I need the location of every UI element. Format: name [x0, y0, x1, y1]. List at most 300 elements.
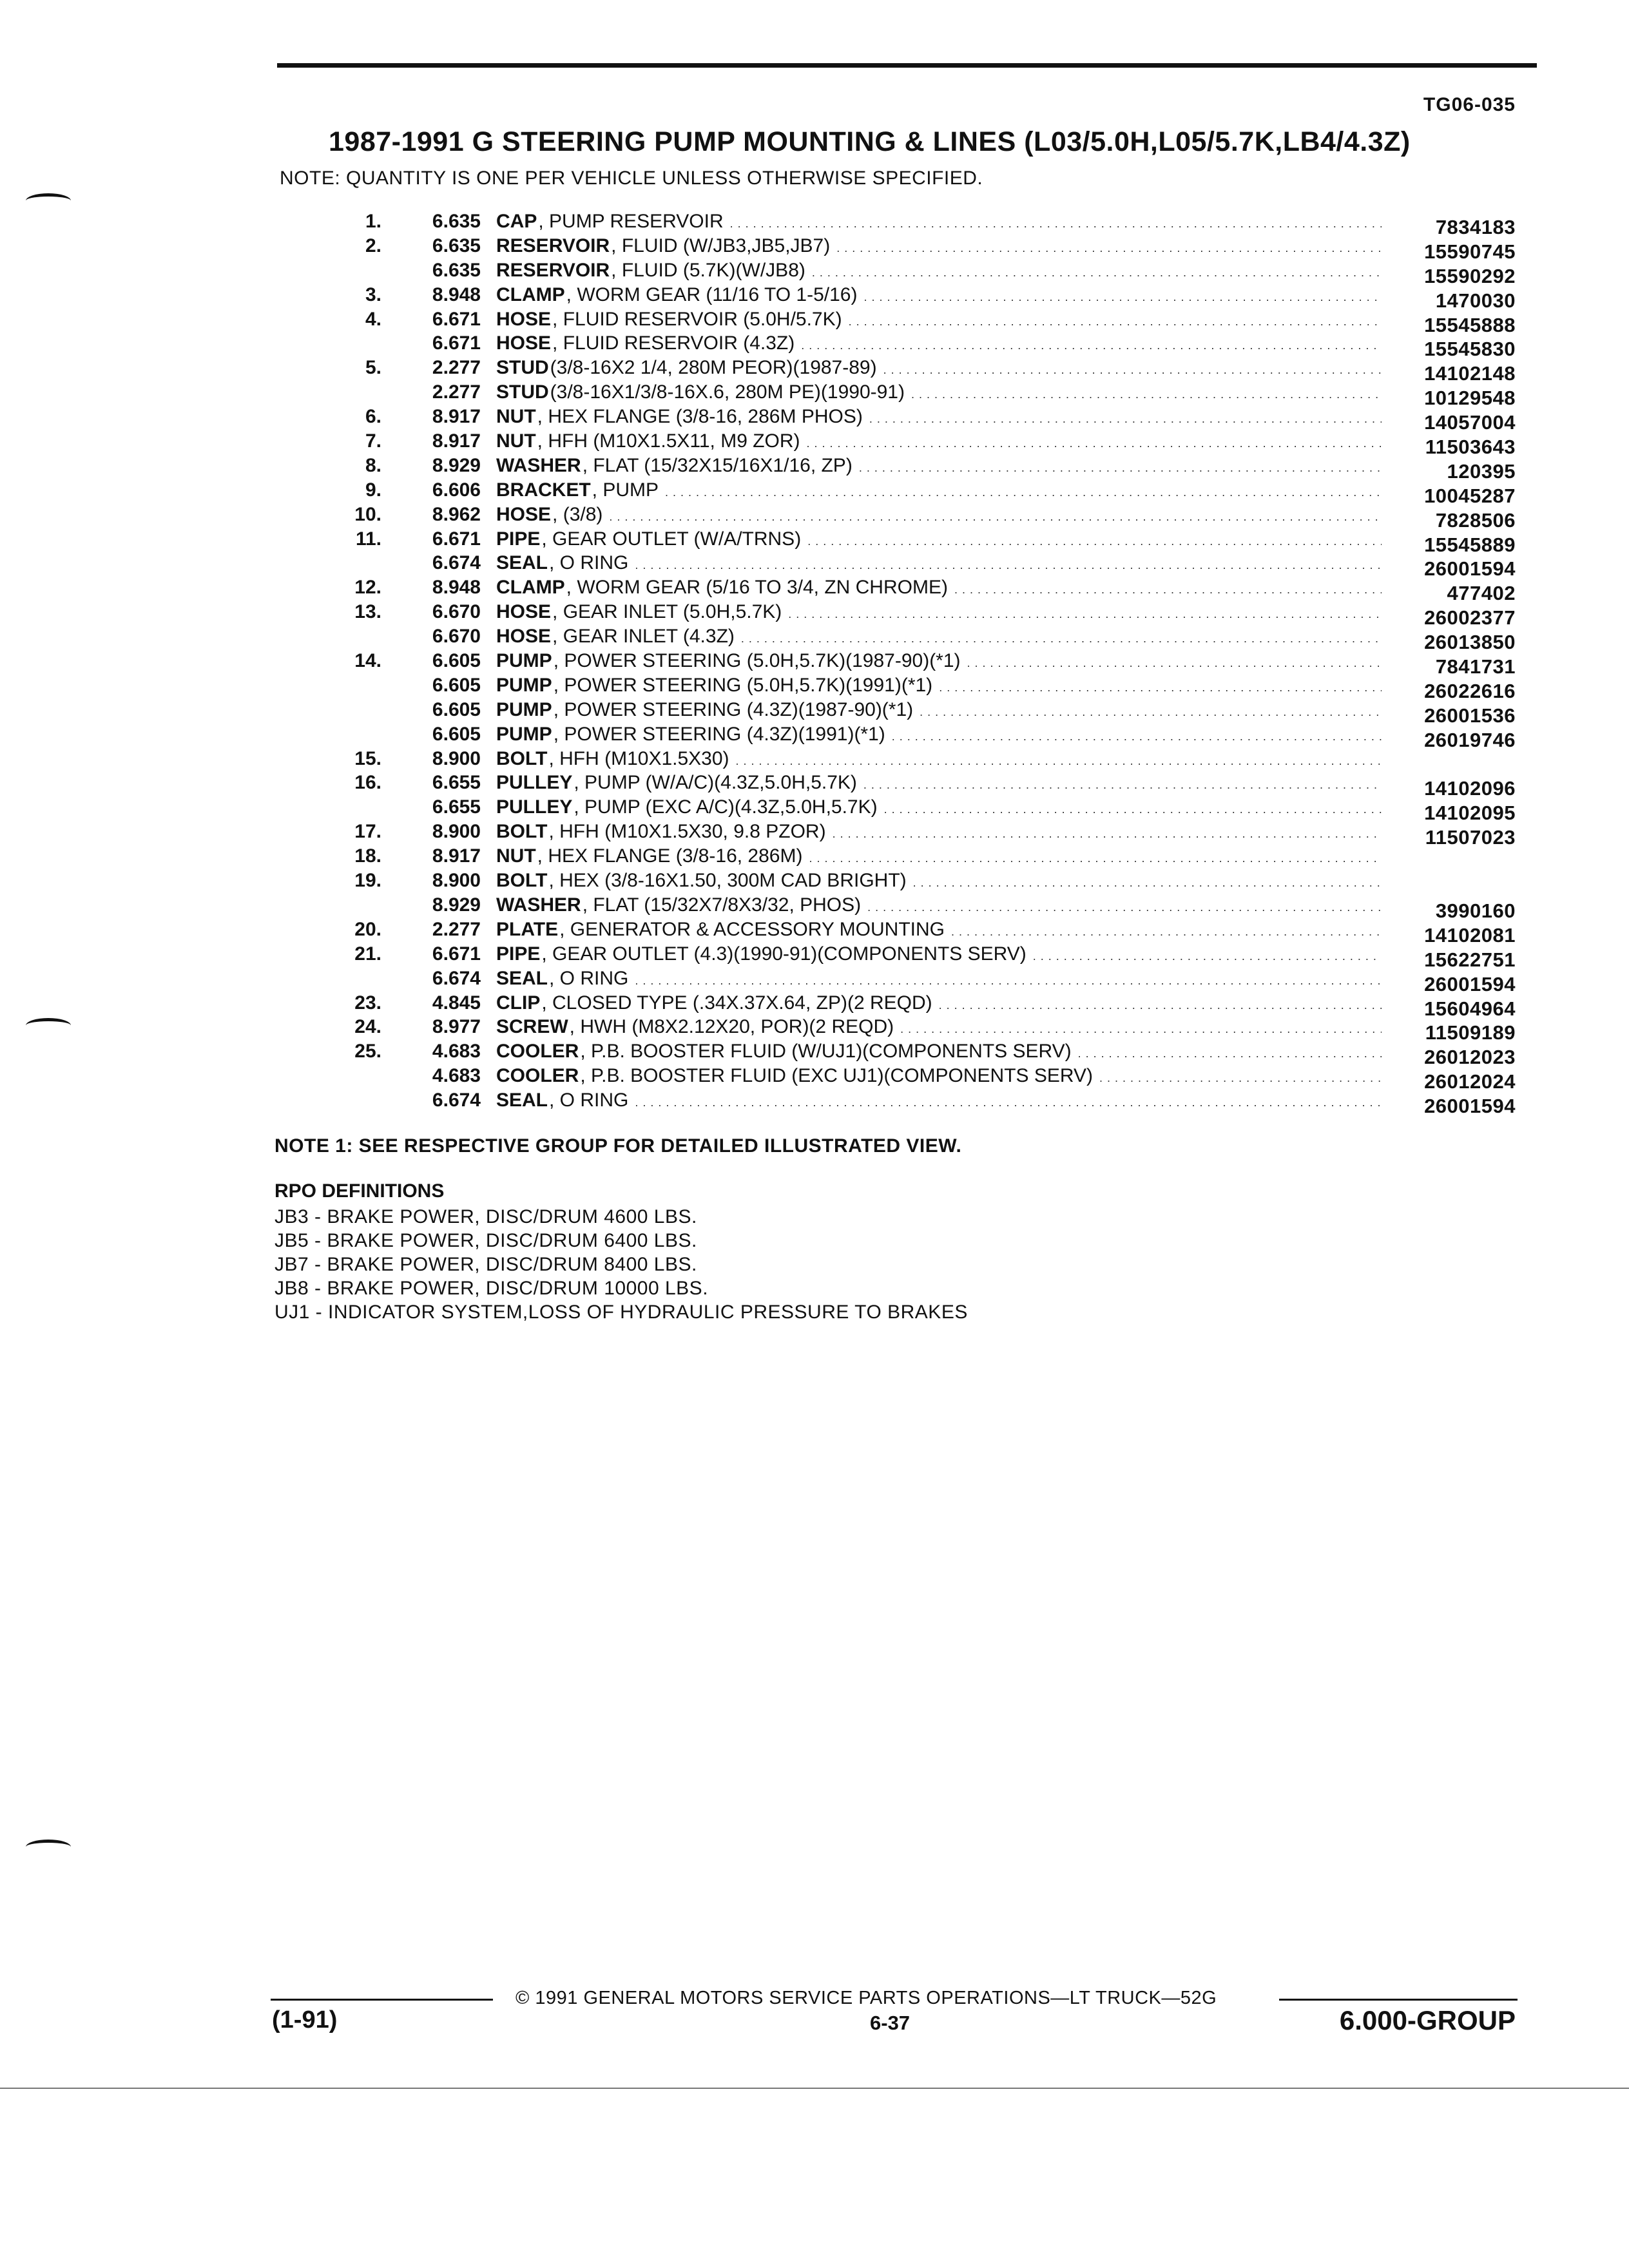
group-number: 8.929 [432, 454, 481, 476]
item-number: 15. [354, 747, 381, 769]
group-number: 6.635 [432, 259, 481, 281]
dot-leader [807, 528, 1382, 550]
part-detail: , POWER STEERING (4.3Z)(1991)(*1) [553, 723, 885, 745]
group-number: 6.670 [432, 601, 481, 623]
part-name: NUT [496, 430, 536, 452]
part-detail: , WORM GEAR (11/16 TO 1-5/16) [566, 284, 858, 305]
part-name: HOSE [496, 308, 552, 330]
part-name: SEAL [496, 1090, 548, 1111]
part-number: 15545830 [1424, 338, 1516, 361]
part-name: CLIP [496, 992, 541, 1014]
dot-leader [836, 235, 1382, 257]
part-row [0, 943, 1629, 971]
part-detail: , HFH (M10X1.5X11, M9 ZOR) [537, 430, 800, 452]
part-name: RESERVOIR [496, 235, 610, 256]
group-number: 8.900 [432, 821, 481, 843]
part-name: WASHER [496, 894, 581, 916]
part-detail: , FLAT (15/32X15/16X1/16, ZP) [582, 454, 853, 476]
part-number: 1470030 [1435, 289, 1516, 312]
group-number: 8.900 [432, 747, 481, 769]
part-detail: , POWER STEERING (4.3Z)(1987-90)(*1) [553, 698, 914, 720]
part-name: STUD [496, 357, 549, 379]
item-number: 24. [354, 1016, 381, 1038]
document-id: TG06-035 [1423, 94, 1516, 115]
part-row [0, 723, 1629, 751]
part-detail: , POWER STEERING (5.0H,5.7K)(1987-90)(*1) [553, 650, 961, 672]
group-number: 6.674 [432, 967, 481, 989]
part-row [0, 430, 1629, 459]
part-number: 15545889 [1424, 533, 1516, 556]
part-description [496, 455, 1385, 477]
part-row [0, 1041, 1629, 1069]
part-name: HOSE [496, 503, 552, 525]
group-number: 4.845 [432, 992, 481, 1014]
item-number: 10. [354, 503, 381, 525]
part-description [496, 601, 1385, 623]
part-name: BOLT [496, 821, 548, 843]
dot-leader [951, 919, 1382, 941]
part-description [496, 1065, 1385, 1087]
part-name: HOSE [496, 601, 552, 623]
item-number: 11. [355, 528, 381, 550]
dot-leader [809, 845, 1382, 867]
part-detail: , FLUID (5.7K)(W/JB8) [611, 259, 805, 281]
part-detail: , PUMP (EXC A/C)(4.3Z,5.0H,5.7K) [574, 796, 878, 818]
rpo-definition: JB3 - BRAKE POWER, DISC/DRUM 4600 LBS. [275, 1206, 697, 1227]
part-number: 11509189 [1425, 1021, 1516, 1044]
part-row [0, 479, 1629, 507]
part-name: PLATE [496, 918, 559, 940]
part-row [0, 601, 1629, 629]
part-description [496, 211, 1385, 233]
item-number: 4. [365, 308, 381, 330]
group-number: 8.917 [432, 406, 481, 428]
dot-leader [635, 1090, 1382, 1111]
part-row [0, 870, 1629, 894]
part-name: SEAL [496, 967, 548, 989]
part-row [0, 772, 1629, 800]
item-number: 1. [365, 211, 381, 232]
footer-rule-right [1279, 1999, 1518, 2001]
part-number: 15622751 [1424, 948, 1516, 971]
part-description [496, 406, 1385, 428]
part-detail: (3/8-16X2 1/4, 280M PEOR)(1987-89) [550, 357, 877, 379]
part-number: 7841731 [1435, 655, 1516, 678]
dot-leader [884, 796, 1382, 818]
group-number: 6.655 [432, 772, 481, 794]
part-description [496, 821, 1385, 843]
part-number: 14102081 [1424, 923, 1516, 947]
dot-leader [920, 699, 1382, 721]
rpo-definition: JB7 - BRAKE POWER, DISC/DRUM 8400 LBS. [275, 1254, 697, 1275]
part-name: PIPE [496, 528, 541, 550]
item-number: 7. [365, 430, 381, 452]
dot-leader [788, 601, 1382, 623]
group-number: 2.277 [432, 918, 481, 940]
part-description [496, 1090, 1385, 1111]
part-number: 14102148 [1424, 362, 1516, 385]
item-number: 3. [365, 284, 381, 305]
item-number: 9. [365, 479, 381, 501]
part-detail: , O RING [549, 1090, 629, 1111]
rpo-definition: JB8 - BRAKE POWER, DISC/DRUM 10000 LBS. [275, 1278, 709, 1299]
dot-leader [665, 479, 1382, 501]
part-number: 15590292 [1424, 264, 1516, 287]
rpo-definition: UJ1 - INDICATOR SYSTEM,LOSS OF HYDRAULIC PRESSURE TO BRAKES [275, 1302, 968, 1323]
part-detail: , PUMP (W/A/C)(4.3Z,5.0H,5.7K) [574, 772, 857, 794]
part-name: RESERVOIR [496, 259, 610, 281]
part-number: 26019746 [1424, 728, 1516, 751]
part-detail: , FLAT (15/32X7/8X3/32, PHOS) [582, 894, 862, 916]
part-row [0, 748, 1629, 773]
part-row [0, 626, 1629, 654]
group-number: 2.277 [432, 357, 481, 379]
part-description [496, 1041, 1385, 1062]
item-number: 2. [365, 235, 381, 256]
part-row [0, 259, 1629, 287]
part-number: 11507023 [1425, 826, 1516, 849]
part-description [496, 332, 1385, 354]
item-number: 18. [354, 845, 381, 867]
part-number: 26012023 [1424, 1046, 1516, 1069]
part-row [0, 454, 1629, 483]
part-name: BRACKET [496, 479, 591, 501]
part-number: 11503643 [1425, 436, 1516, 459]
part-description [496, 430, 1385, 452]
part-number: 7828506 [1435, 508, 1516, 532]
part-detail: , HWH (M8X2.12X20, POR)(2 REQD) [569, 1016, 894, 1038]
part-row [0, 406, 1629, 434]
group-number: 6.605 [432, 674, 481, 696]
item-number: 14. [354, 650, 381, 672]
group-number: 6.606 [432, 479, 481, 501]
part-description [496, 870, 1385, 892]
part-row [0, 1065, 1629, 1093]
part-number: 10045287 [1424, 484, 1516, 507]
part-name: PUMP [496, 698, 552, 720]
footnote-1: NOTE 1: SEE RESPECTIVE GROUP FOR DETAILED ILLUSTRATED VIEW. [275, 1135, 962, 1157]
part-description [496, 577, 1385, 599]
group-number: 6.605 [432, 698, 481, 720]
dot-leader [883, 357, 1382, 379]
part-detail: , FLUID (W/JB3,JB5,JB7) [611, 235, 831, 256]
part-description [496, 479, 1385, 501]
dot-leader [635, 968, 1382, 990]
part-name: HOSE [496, 332, 552, 354]
dot-leader [609, 504, 1382, 526]
dot-leader [859, 455, 1382, 477]
part-detail: , HFH (M10X1.5X30, 9.8 PZOR) [548, 821, 826, 843]
part-row [0, 284, 1629, 312]
part-row [0, 1090, 1629, 1118]
part-detail: , HEX FLANGE (3/8-16, 286M PHOS) [537, 406, 863, 428]
part-detail: , WORM GEAR (5/16 TO 3/4, ZN CHROME) [566, 577, 948, 599]
part-name: NUT [496, 406, 536, 428]
part-row [0, 332, 1629, 361]
part-description [496, 796, 1385, 818]
dot-leader [867, 894, 1382, 916]
part-detail: , PUMP RESERVOIR [538, 211, 724, 232]
part-number: 26002377 [1424, 606, 1516, 629]
group-number: 6.655 [432, 796, 481, 818]
item-number: 20. [354, 918, 381, 940]
part-number: 26012024 [1424, 1070, 1516, 1093]
part-detail: , CLOSED TYPE (.34X.37X.64, ZP)(2 REQD) [541, 992, 932, 1014]
group-number: 8.948 [432, 577, 481, 599]
part-description [496, 1016, 1385, 1038]
part-number: 26001536 [1424, 704, 1516, 727]
part-name: PIPE [496, 943, 541, 965]
part-detail: , GEAR OUTLET (4.3)(1990-91)(COMPONENTS SERV) [541, 943, 1027, 965]
part-row [0, 357, 1629, 385]
part-description [496, 552, 1385, 574]
part-name: SEAL [496, 552, 548, 574]
dot-leader [736, 748, 1382, 770]
dot-leader [939, 992, 1382, 1014]
item-number: 6. [365, 406, 381, 428]
part-number: 14102096 [1424, 777, 1516, 800]
part-number: 15590745 [1424, 240, 1516, 263]
part-number: 26001594 [1424, 972, 1516, 995]
part-number: 10129548 [1424, 387, 1516, 410]
part-detail: , HFH (M10X1.5X30) [548, 747, 729, 769]
part-description [496, 968, 1385, 990]
part-detail: , P.B. BOOSTER FLUID (W/UJ1)(COMPONENTS SERV) [580, 1041, 1072, 1062]
part-row [0, 796, 1629, 825]
part-name: PUMP [496, 674, 552, 696]
item-number: 23. [354, 992, 381, 1014]
dot-leader [911, 381, 1382, 403]
part-row [0, 650, 1629, 678]
part-description [496, 504, 1385, 526]
binder-hole-mark [26, 1840, 71, 1854]
part-row [0, 235, 1629, 263]
part-name: WASHER [496, 454, 581, 476]
dot-leader [1078, 1041, 1382, 1062]
part-name: COOLER [496, 1041, 579, 1062]
group-number: 4.683 [432, 1065, 481, 1087]
part-number: 14057004 [1424, 411, 1516, 434]
part-name: STUD [496, 381, 549, 403]
part-number: 14102095 [1424, 802, 1516, 825]
parts-list [0, 211, 1629, 1118]
dot-leader [741, 626, 1382, 648]
group-number: 6.605 [432, 650, 481, 672]
part-name: CLAMP [496, 284, 565, 305]
group-number: 6.671 [432, 943, 481, 965]
part-row [0, 845, 1629, 870]
dot-leader [730, 211, 1382, 233]
group-number: 6.671 [432, 528, 481, 550]
part-name: SCREW [496, 1016, 568, 1038]
group-number: 6.674 [432, 552, 481, 574]
part-number: 26013850 [1424, 631, 1516, 654]
item-number: 13. [354, 601, 381, 623]
dot-leader [913, 870, 1382, 892]
part-number: 26001594 [1424, 557, 1516, 581]
rpo-definitions-heading: RPO DEFINITIONS [275, 1180, 445, 1202]
item-number: 8. [365, 454, 381, 476]
group-number: 8.948 [432, 284, 481, 305]
part-description [496, 381, 1385, 403]
top-rule [277, 63, 1537, 68]
page-number: 6-37 [870, 2012, 911, 2034]
group-number: 8.900 [432, 870, 481, 892]
item-number: 12. [354, 577, 381, 599]
part-description [496, 724, 1385, 745]
part-detail: , O RING [549, 552, 629, 574]
group-number: 6.671 [432, 332, 481, 354]
part-name: PUMP [496, 723, 552, 745]
item-number: 16. [354, 772, 381, 794]
part-detail: , O RING [549, 967, 629, 989]
part-detail: , PUMP [592, 479, 659, 501]
part-detail: , HEX FLANGE (3/8-16, 286M) [537, 845, 803, 867]
dot-leader [967, 650, 1382, 672]
dot-leader [863, 772, 1382, 794]
dot-leader [939, 675, 1382, 697]
part-row [0, 674, 1629, 702]
dot-leader [863, 284, 1382, 306]
part-detail: (3/8-16X1/3/8-16X.6, 280M PE)(1990-91) [550, 381, 905, 403]
part-description [496, 943, 1385, 965]
group-number: 8.977 [432, 1016, 481, 1038]
group-number: 8.917 [432, 845, 481, 867]
part-row [0, 552, 1629, 581]
item-number: 21. [354, 943, 381, 965]
dot-leader [807, 430, 1382, 452]
page-title: 1987-1991 G STEERING PUMP MOUNTING & LINES (L03/5.0H,L05/5.7K,LB4/4.3Z) [329, 126, 1411, 157]
rpo-definitions-list [275, 1205, 968, 1324]
part-number: 15545888 [1424, 313, 1516, 336]
part-row [0, 577, 1629, 605]
part-name: PULLEY [496, 796, 573, 818]
part-row [0, 211, 1629, 238]
part-description [496, 528, 1385, 550]
dot-leader [954, 577, 1382, 599]
part-row [0, 698, 1629, 727]
part-name: PULLEY [496, 772, 573, 794]
part-description [496, 650, 1385, 672]
group-number: 6.605 [432, 723, 481, 745]
group-number: 6.635 [432, 211, 481, 232]
part-name: CLAMP [496, 577, 565, 599]
copyright-notice: © 1991 GENERAL MOTORS SERVICE PARTS OPERATIONS—LT TRUCK—52G [516, 1988, 1217, 2008]
group-reference: 6.000-GROUP [1339, 2005, 1516, 2035]
rpo-definition: JB5 - BRAKE POWER, DISC/DRUM 6400 LBS. [275, 1230, 697, 1251]
part-number: 26022616 [1424, 679, 1516, 702]
group-number: 2.277 [432, 381, 481, 403]
part-row [0, 528, 1629, 556]
dot-leader [833, 821, 1382, 843]
group-number: 6.671 [432, 308, 481, 330]
part-detail: , HEX (3/8-16X1.50, 300M CAD BRIGHT) [548, 870, 907, 892]
item-number: 19. [354, 870, 381, 892]
part-description [496, 845, 1385, 867]
part-row [0, 503, 1629, 532]
part-number: 3990160 [1435, 899, 1516, 922]
group-number: 8.962 [432, 503, 481, 525]
part-detail: , GEAR INLET (5.0H,5.7K) [552, 601, 782, 623]
part-detail: , P.B. BOOSTER FLUID (EXC UJ1)(COMPONENTS SERV) [580, 1065, 1094, 1087]
revision-date: (1-91) [272, 2006, 338, 2033]
group-number: 6.674 [432, 1090, 481, 1111]
part-row [0, 992, 1629, 1020]
part-row [0, 308, 1629, 336]
part-row [0, 967, 1629, 995]
footer-rule-left [271, 1999, 493, 2001]
group-number: 6.635 [432, 235, 481, 256]
group-number: 8.929 [432, 894, 481, 916]
part-detail: , FLUID RESERVOIR (4.3Z) [552, 332, 795, 354]
item-number: 5. [365, 357, 381, 379]
part-description [496, 992, 1385, 1014]
dot-leader [812, 260, 1382, 282]
part-detail: , GEAR INLET (4.3Z) [552, 626, 735, 648]
part-row [0, 894, 1629, 922]
item-number: 25. [354, 1041, 381, 1062]
part-row [0, 381, 1629, 410]
part-name: BOLT [496, 870, 548, 892]
part-description [496, 772, 1385, 794]
part-description [496, 357, 1385, 379]
part-number: 120395 [1447, 459, 1516, 483]
dot-leader [1099, 1065, 1382, 1087]
part-name: BOLT [496, 747, 548, 769]
item-number: 17. [354, 821, 381, 843]
part-detail: , POWER STEERING (5.0H,5.7K)(1991)(*1) [553, 674, 933, 696]
dot-leader [635, 552, 1382, 574]
part-name: COOLER [496, 1065, 579, 1087]
part-description [496, 235, 1385, 257]
part-description [496, 894, 1385, 916]
part-row [0, 821, 1629, 849]
part-description [496, 284, 1385, 306]
part-description [496, 626, 1385, 648]
group-number: 8.917 [432, 430, 481, 452]
part-description [496, 260, 1385, 282]
part-number: 26001594 [1424, 1095, 1516, 1118]
part-description [496, 748, 1385, 770]
dot-leader [869, 406, 1382, 428]
part-row [0, 918, 1629, 947]
binder-hole-mark [26, 193, 71, 208]
dot-leader [900, 1016, 1382, 1038]
part-detail: , FLUID RESERVOIR (5.0H/5.7K) [552, 308, 842, 330]
group-number: 6.670 [432, 626, 481, 648]
part-description [496, 699, 1385, 721]
part-name: PUMP [496, 650, 552, 672]
part-detail: , GENERATOR & ACCESSORY MOUNTING [559, 918, 945, 940]
part-number: 15604964 [1424, 997, 1516, 1020]
dot-leader [801, 332, 1382, 354]
part-detail: , GEAR OUTLET (W/A/TRNS) [541, 528, 802, 550]
part-row [0, 1016, 1629, 1044]
part-number: 477402 [1447, 582, 1516, 605]
scan-bottom-rule [0, 2088, 1629, 2089]
quantity-note: NOTE: QUANTITY IS ONE PER VEHICLE UNLESS OTHERWISE SPECIFIED. [280, 168, 983, 189]
part-number: 7834183 [1435, 216, 1516, 238]
group-number: 4.683 [432, 1041, 481, 1062]
part-name: CAP [496, 211, 537, 232]
dot-leader [892, 724, 1382, 745]
part-description [496, 919, 1385, 941]
dot-leader [1033, 943, 1382, 965]
part-description [496, 309, 1385, 331]
part-detail: , (3/8) [552, 503, 603, 525]
part-name: HOSE [496, 626, 552, 648]
part-description [496, 675, 1385, 697]
